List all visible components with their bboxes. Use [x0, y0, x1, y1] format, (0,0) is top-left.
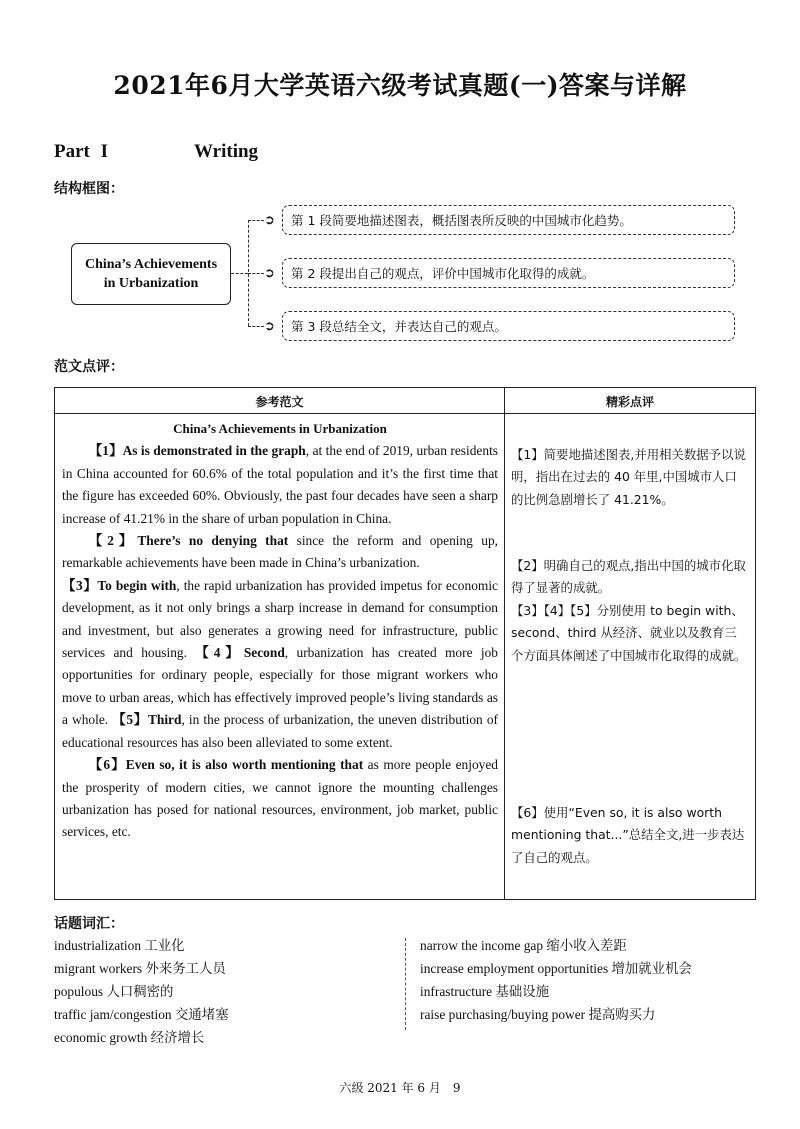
comment-1: 【1】简要地描述图表,并用相关数据予以说明，指出在过去的 40 年里,中国城市人口的比例急剧增长了 41.21%。 [511, 447, 746, 507]
essay-paragraph-1 [62, 440, 498, 530]
vocab-divider [405, 938, 406, 1030]
center-line-2: in Urbanization [103, 276, 199, 291]
essay-paragraph-3 [62, 754, 498, 844]
lead-phrase: There’s no denying that [137, 533, 289, 549]
review-label: 范文点评： [54, 359, 124, 375]
vocab-item: traffic jam/congestion 交通堵塞 [54, 1007, 229, 1022]
mark: 【4】 [195, 645, 244, 661]
lead-phrase: Even so, it is also worth mentioning that [125, 757, 364, 773]
vocab-list-left [54, 934, 229, 1049]
connector-main [231, 273, 248, 274]
branch-3-text: 第 3 段总结全文，并表达自己的观点。 [291, 319, 507, 334]
mark: 【1】 [88, 443, 123, 459]
lead-phrase: To begin with [97, 577, 177, 593]
comment-3: 【3】【4】【5】分别使用 to begin with、second、third 从经济、就业以及教育三个方面具体阐述了中国城市化取得的成就。 [511, 603, 747, 663]
paragraph-text: since the reform and opening up, remarkable achievements have been made in China’s urbanization. [62, 533, 498, 571]
arrow-right-icon: ➲ [264, 319, 275, 334]
comment-2: 【2】明确自己的观点,指出中国的城市化取得了显著的成就。 [511, 558, 746, 596]
page-title: 2021年6月大学英语六级考试真题(一)答案与详解 [113, 71, 687, 100]
branch-2 [282, 258, 735, 288]
review-table [54, 387, 756, 900]
col1-header: 参考范文 [255, 395, 304, 409]
part-label: Part [54, 141, 90, 162]
vocab-label: 话题词汇： [54, 916, 124, 932]
mark: 【6】 [88, 757, 126, 773]
diagram-center-box [71, 243, 231, 305]
structure-diagram [40, 198, 760, 348]
lead-phrase: As is demonstrated in the graph [122, 443, 306, 459]
essay-paragraph-2 [62, 530, 498, 754]
branch-1 [282, 205, 735, 235]
mark: 【3】 [62, 577, 98, 593]
lead-phrase: Third [147, 712, 182, 728]
part-heading [54, 141, 108, 163]
paragraph-text: , the rapid urbanization has provided impetus for economic development, as it not only brings a sharp increase in demand for consumption and investment, but also generates a growing need for infrastructure, public services and housing. [62, 577, 498, 661]
vocab-item: raise purchasing/buying power 提高购买力 [420, 1007, 656, 1022]
paragraph-text: as more people enjoyed the prosperity of modern cities, we cannot ignore the mounting challenges urbanization has posed for national resources, environment, job market, public services, etc. [62, 757, 498, 840]
mark: 【5】 [112, 712, 148, 728]
vocab-item: populous 人口稠密的 [54, 984, 174, 999]
paragraph-text: , urbanization has created more job opportunities for ordinary people, especially for those migrant workers who move to urban areas, which has effectively improved people’s living standards as a whole. [62, 645, 498, 728]
vocab-list-right [420, 934, 692, 1026]
part-number: I [100, 141, 109, 162]
lead-phrase: Second [243, 645, 285, 661]
column-divider [504, 388, 505, 899]
table-header [55, 388, 755, 414]
connector-2 [248, 273, 264, 274]
vocab-item: industrialization 工业化 [54, 938, 185, 953]
branch-1-text: 第 1 段简要地描述图表，概括图表所反映的中国城市化趋势。 [291, 213, 632, 228]
part-name: Writing [194, 141, 259, 162]
connector-3 [248, 326, 264, 327]
vocab-item: narrow the income gap 缩小收入差距 [420, 938, 627, 953]
paragraph-text: , in the process of urbanization, the uneven distribution of educational resources has also been alleviated to some extent. [62, 712, 498, 750]
connector-1 [248, 220, 264, 221]
center-line-1: China’s Achievements [84, 257, 218, 272]
model-essay [62, 418, 498, 844]
col2-header: 精彩点评 [605, 395, 654, 409]
essay-title: China’s Achievements in Urbanization [173, 421, 387, 436]
structure-label: 结构框图： [54, 181, 124, 197]
vocab-item: infrastructure 基础设施 [420, 984, 550, 999]
vocab-item: economic growth 经济增长 [54, 1030, 205, 1045]
arrow-right-icon: ➲ [264, 266, 275, 281]
page-footer: 六级 2021 年 6 月 9 [339, 1081, 461, 1095]
branch-3 [282, 311, 735, 341]
mark: 【2】 [88, 533, 138, 549]
branch-2-text: 第 2 段提出自己的观点，评价中国城市化取得的成就。 [291, 266, 595, 281]
comment-4: 【6】使用“Even so, it is also worth mentioning that...”总结全文,进一步表达了自己的观点。 [511, 805, 745, 865]
vocab-item: migrant workers 外来务工人员 [54, 961, 226, 976]
paragraph-text: , at the end of 2019, urban residents in China accounted for 60.6% of the total population and it’s the first time that the figure has exceeded 60%. Obviously, the past four decades have seen a sharp increase of 41.21% in the share of urban population in China. [62, 443, 498, 526]
vocab-item: increase employment opportunities 增加就业机会 [420, 961, 692, 976]
arrow-right-icon: ➲ [264, 213, 275, 228]
